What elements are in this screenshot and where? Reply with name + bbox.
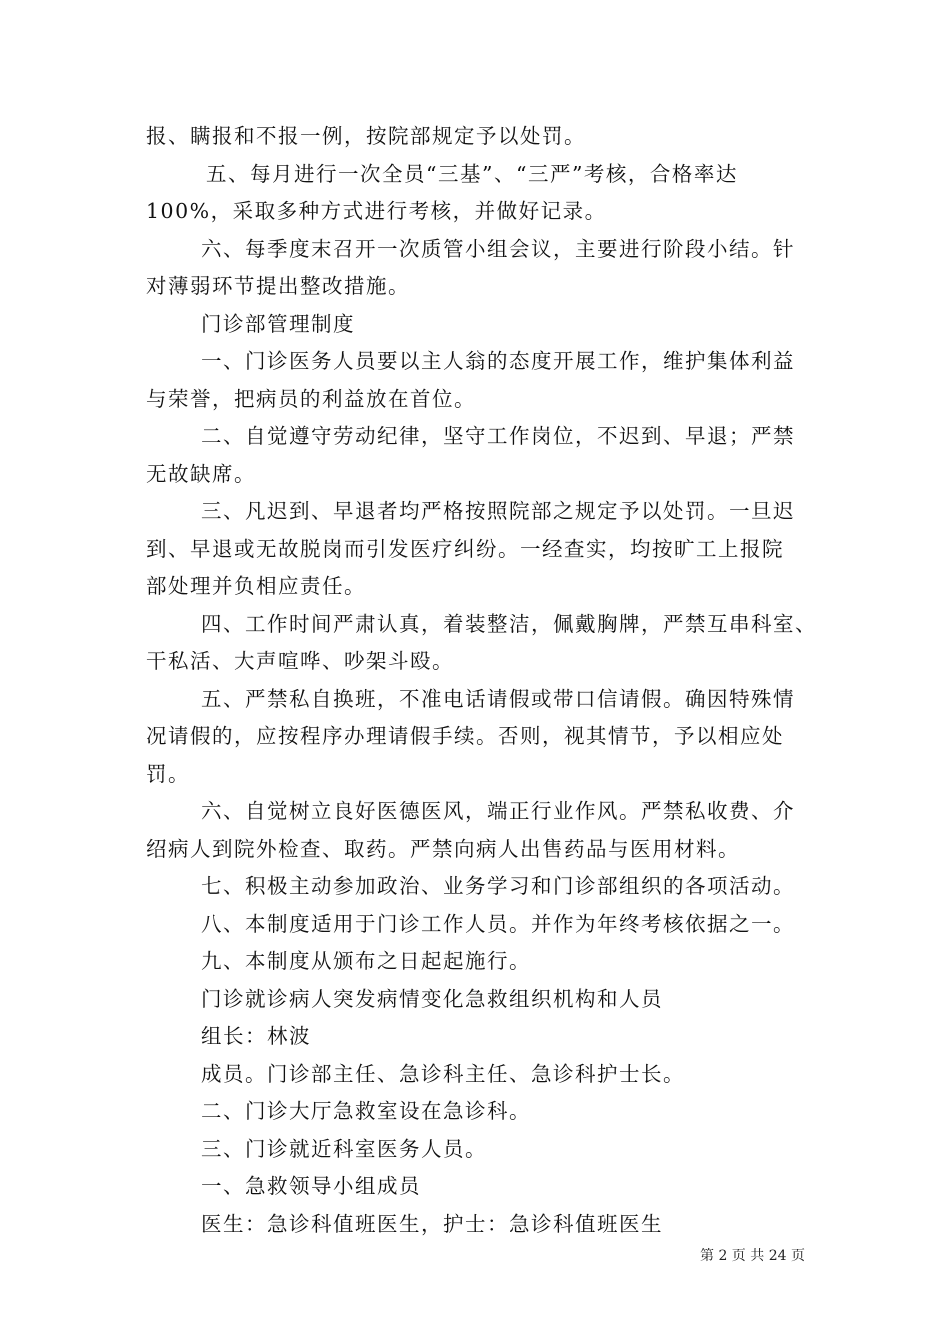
text-line: 二、门诊大厅急救室设在急诊科。 xyxy=(201,1099,531,1123)
text-line: 五、每月进行一次全员“三基”、“三严”考核，合格率达 xyxy=(206,161,738,186)
text-line: 六、每季度末召开一次质管小组会议，主要进行阶段小结。针 xyxy=(201,236,795,261)
document-body xyxy=(146,118,828,1243)
section-heading: 门诊就诊病人突发病情变化急救组织机构和人员 xyxy=(201,986,663,1011)
text-line: 罚。 xyxy=(146,761,190,786)
text-line: 绍病人到院外检查、取药。严禁向病人出售药品与医用材料。 xyxy=(146,836,740,861)
section-heading: 门诊部管理制度 xyxy=(201,311,355,336)
text-line: 干私活、大声喧哗、吵架斗殴。 xyxy=(146,649,454,673)
text-line: 二、自觉遵守劳动纪律，坚守工作岗位，不迟到、早退；严禁 xyxy=(201,424,795,448)
text-line: 报、瞒报和不报一例，按院部规定予以处罚。 xyxy=(146,124,586,148)
text-line: 七、积极主动参加政治、业务学习和门诊部组织的各项活动。 xyxy=(201,874,795,898)
text-line: 一、急救领导小组成员 xyxy=(201,1174,421,1198)
text-line: 五、严禁私自换班，不准电话请假或带口信请假。确因特殊情 xyxy=(201,686,795,711)
text-line: 组长：林波 xyxy=(201,1024,311,1048)
text-line: 到、早退或无故脱岗而引发医疗纠纷。一经查实，均按旷工上报院 xyxy=(146,536,784,561)
text-line: 八、本制度适用于门诊工作人员。并作为年终考核依据之一。 xyxy=(201,911,795,936)
text-line: 况请假的，应按程序办理请假手续。否则，视其情节，予以相应处 xyxy=(146,724,784,748)
text-line: 成员。门诊部主任、急诊科主任、急诊科护士长。 xyxy=(201,1061,685,1086)
text-line: 六、自觉树立良好医德医风，端正行业作风。严禁私收费、介 xyxy=(201,799,795,823)
text-line: 部处理并负相应责任。 xyxy=(146,574,366,598)
text-line: 三、门诊就近科室医务人员。 xyxy=(201,1136,487,1161)
text-line: 三、凡迟到、早退者均严格按照院部之规定予以处罚。一旦迟 xyxy=(201,499,795,523)
text-line: 无故缺席。 xyxy=(146,461,256,486)
text-line: 对薄弱环节提出整改措施。 xyxy=(146,274,410,298)
text-line: 与荣誉，把病员的利益放在首位。 xyxy=(146,386,476,411)
text-line: 医生：急诊科值班医生，护士：急诊科值班医生 xyxy=(201,1211,663,1236)
text-line: 一、门诊医务人员要以主人翁的态度开展工作，维护集体利益 xyxy=(201,349,795,373)
page-number: 第 2 页 共 24 页 xyxy=(700,1248,805,1264)
text-line: 九、本制度从颁布之日起起施行。 xyxy=(201,949,531,973)
text-line: 100%，采取多种方式进行考核，并做好记录。 xyxy=(146,199,607,223)
text-line: 四、工作时间严肃认真，着装整洁，佩戴胸牌，严禁互串科室、 xyxy=(201,611,817,636)
